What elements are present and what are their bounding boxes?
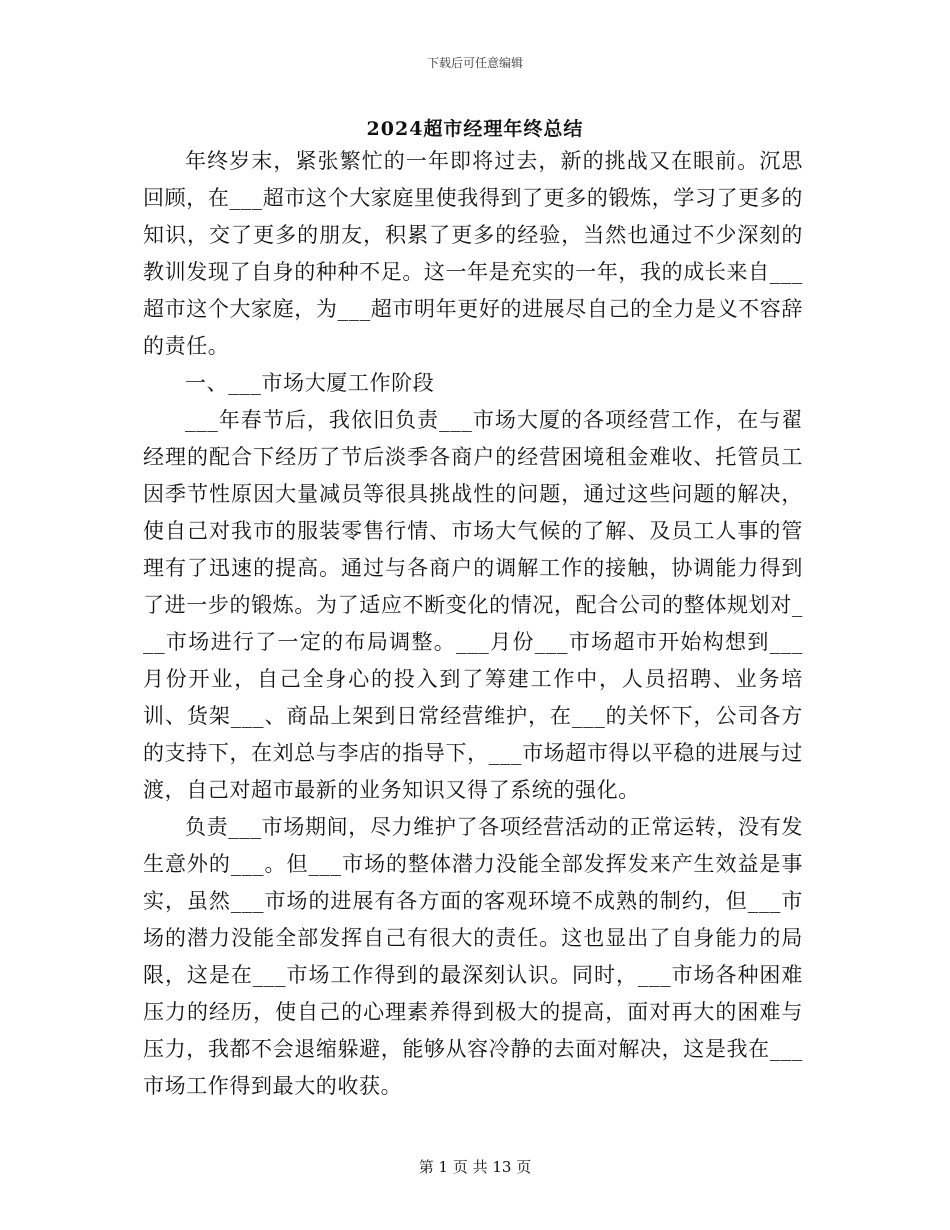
section-heading: 一、___市场大厦工作阶段 (185, 371, 435, 395)
document-body (143, 143, 803, 1105)
page-number: 第 1 页 共 13 页 (418, 1158, 532, 1176)
header-note: 下载后可任意编辑 (426, 56, 523, 70)
paragraph-responsibility: 负责___市场期间，尽力维护了各项经营活动的正常运转，没有发生意外的___。但___市场的整体潜力没能全部发挥发来产生效益是事实，虽然___市场的进展有各方面的客观环境不成熟的制约，但___市场的潜力没能全部发挥自己有很大的责任。这也显出了自身能力的局限，这是在___市场工作得到的最深刻认识。同时，___市场各种困难压力的经历，使自己的心理素养得到极大的提高，面对再大的困难与压力，我都不会退缩躲避，能够从容冷静的去面对解决，这是我在___市场工作得到最大的收获。 (143, 815, 803, 1098)
document-title: 2024超市经理年终总结 (366, 118, 584, 140)
paragraph-intro: 年终岁末，紧张繁忙的一年即将过去，新的挑战又在眼前。沉思回顾，在___超市这个大家庭里使我得到了更多的锻炼，学习了更多的知识，交了更多的朋友，积累了更多的经验，当然也通过不少深刻的教训发现了自身的种种不足。这一年是充实的一年，我的成长来自___超市这个大家庭，为___超市明年更好的进展尽自己的全力是义不容辞的责任。 (143, 149, 803, 358)
paragraph-market-work: ___年春节后，我依旧负责___市场大厦的各项经营工作，在与翟经理的配合下经历了节后淡季各商户的经营困境租金难收、托管员工因季节性原因大量减员等很具挑战性的问题，通过这些问题的解决，使自己对我市的服装零售行情、市场大气候的了解、及员工人事的管理有了迅速的提高。通过与各商户的调解工作的接触，协调能力得到了进一步的锻炼。为了适应不断变化的情况，配合公司的整体规划对___市场进行了一定的布局调整。___月份___市场超市开始构想到___月份开业，自己全身心的投入到了筹建工作中，人员招聘、业务培训、货架___、商品上架到日常经营维护，在___的关怀下，公司各方的支持下，在刘总与李店的指导下，___市场超市得以平稳的进展与过渡，自己对超市最新的业务知识又得了系统的强化。 (143, 408, 803, 802)
